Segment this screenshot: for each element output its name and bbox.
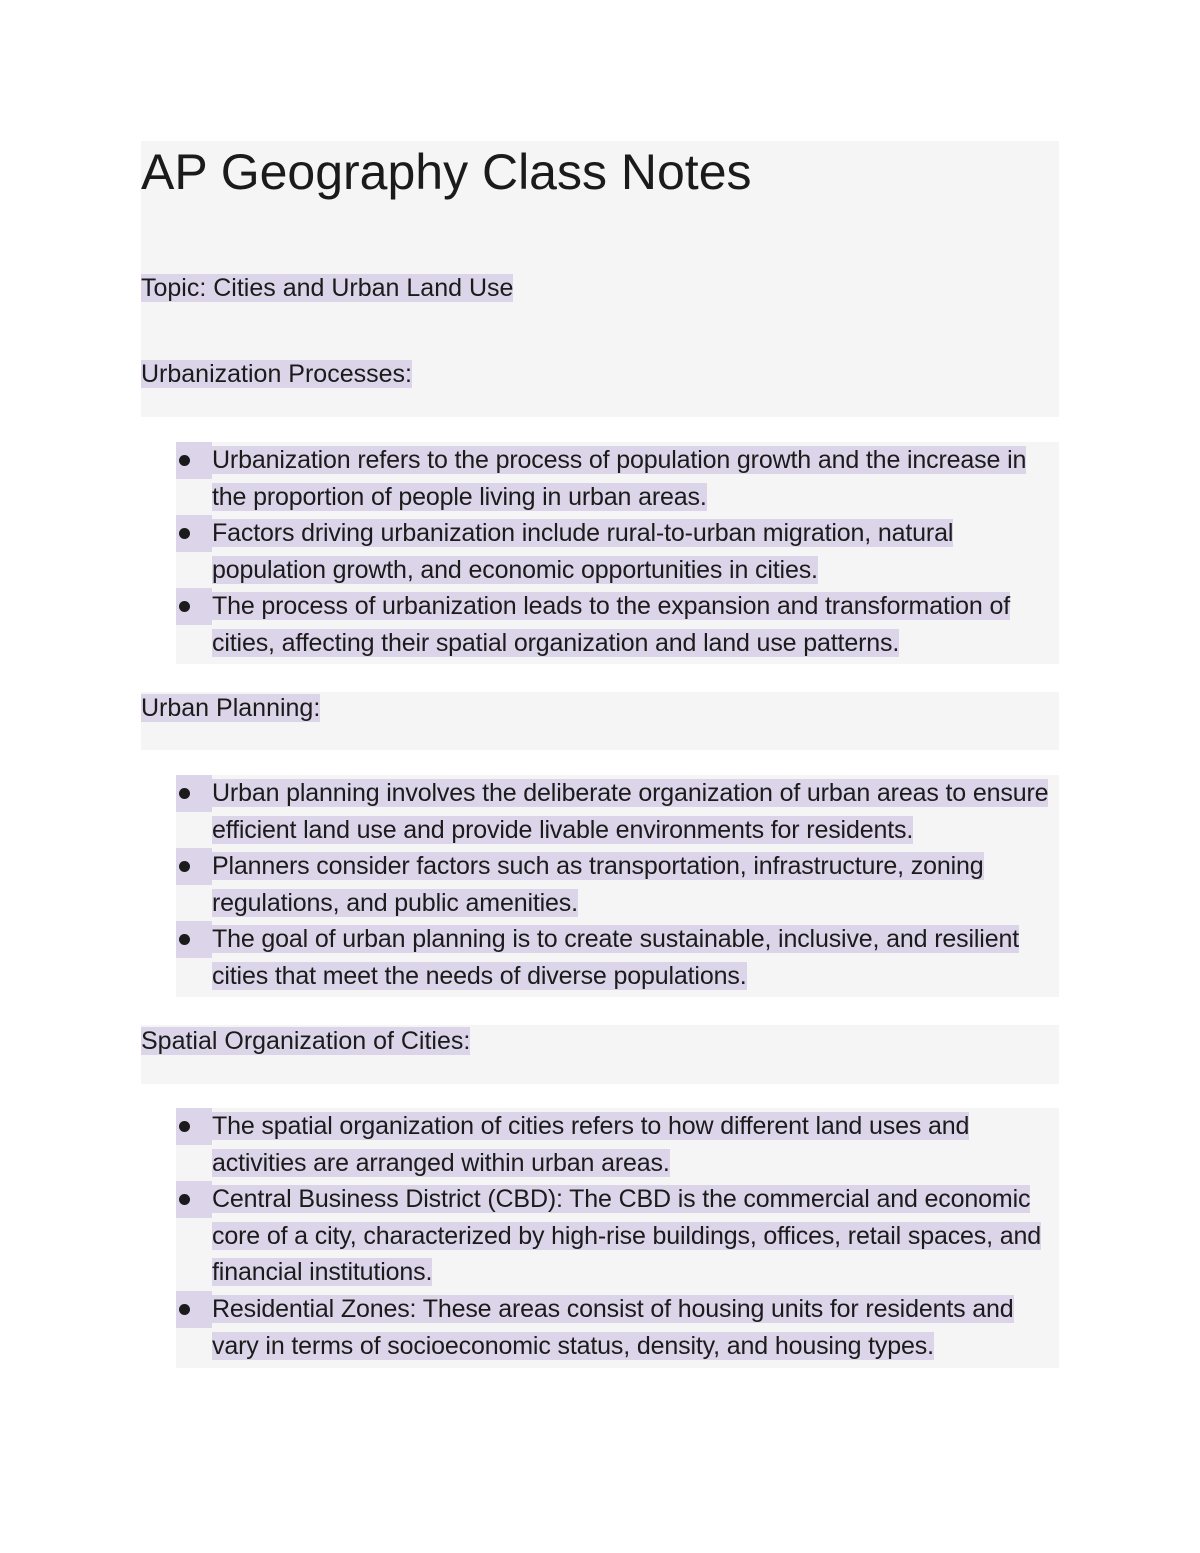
list-item: The goal of urban planning is to create sustainable, inclusive, and resilient cities that meet the needs of diverse populations. [176,921,1059,994]
bullet-icon [176,921,212,958]
topic-text: Topic: Cities and Urban Land Use [141,274,514,302]
list-item: The spatial organization of cities refers to how different land uses and activities are arranged within urban areas. [176,1108,1059,1181]
list-item: Planners consider factors such as transportation, infrastructure, zoning regulations, and public amenities. [176,848,1059,921]
topic-label [141,270,513,306]
section-heading-urbanization [141,356,412,392]
list-item: The process of urbanization leads to the expansion and transformation of cities, affecting their spatial organization and land use patterns. [176,588,1059,661]
bullet-icon [176,515,212,552]
section-heading-text: Spatial Organization of Cities: [141,1027,471,1055]
list-item: Residential Zones: These areas consist of housing units for residents and vary in terms of socioeconomic status, density, and housing types. [176,1291,1059,1364]
bullet-icon [176,775,212,812]
urban-planning-list [176,775,1059,997]
spatial-organization-list [176,1108,1059,1368]
list-item: Factors driving urbanization include rural-to-urban migration, natural population growth, and economic opportunities in cities. [176,515,1059,588]
bullet-icon [176,1181,212,1218]
urbanization-list [176,442,1059,664]
list-item: Central Business District (CBD): The CBD is the commercial and economic core of a city, characterized by high-rise buildings, offices, retail spaces, and financial institutions. [176,1181,1059,1291]
bullet-icon [176,848,212,885]
bullet-icon [176,588,212,625]
list-item: Urban planning involves the deliberate organization of urban areas to ensure efficient land use and provide livable environments for residents. [176,775,1059,848]
section-heading-urban-planning [141,690,320,726]
section-heading-text: Urban Planning: [141,694,321,722]
section-heading-text: Urbanization Processes: [141,360,412,388]
bullet-icon [176,442,212,479]
list-item: Urbanization refers to the process of population growth and the increase in the proportion of people living in urban areas. [176,442,1059,515]
page-title: AP Geography Class Notes [141,144,752,200]
bullet-icon [176,1291,212,1328]
section-heading-spatial-organization [141,1023,470,1059]
bullet-icon [176,1108,212,1145]
